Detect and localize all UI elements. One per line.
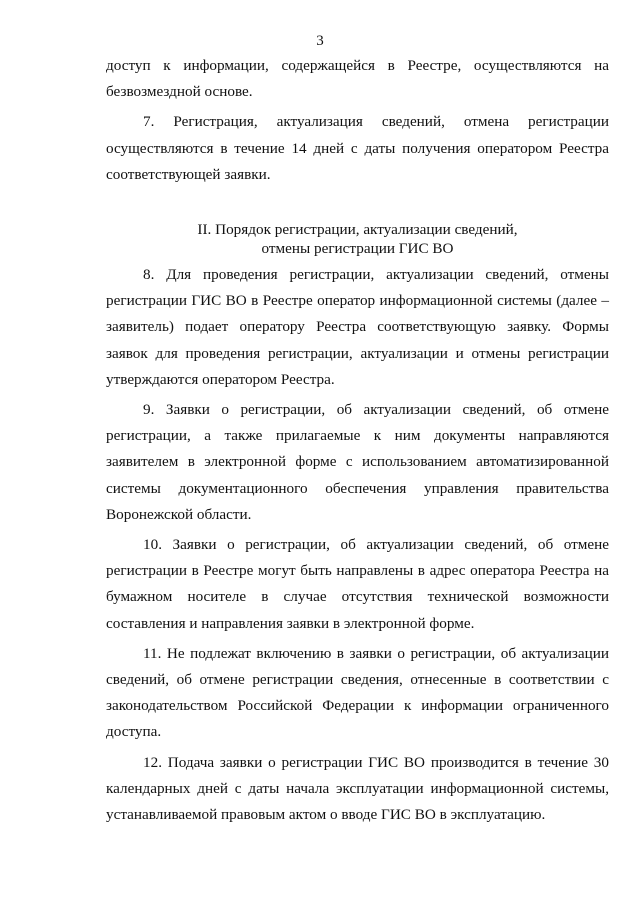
- paragraph-11: 11. Не подлежат включению в заявки о регистрации, об актуализации сведений, об отмене регистрации сведения, отнесенные в соответствии с законодательством Российской Федерации к информации ограниченного доступа.: [106, 644, 609, 741]
- paragraph-10: 10. Заявки о регистрации, об актуализации сведений, об отмене регистрации в Реестре могут быть направлены в адрес оператора Реестра на бумажном носителе в случае отсутствия технической возможности составления и направления заявки в электронной форме.: [106, 536, 609, 632]
- paragraph-7: 7. Регистрация, актуализация сведений, отмена регистрации осуществляются в течение 14 дней с даты получения оператором Реестра соответствующей заявки.: [106, 113, 609, 183]
- section-heading: [106, 221, 609, 258]
- page-number: 3: [316, 33, 324, 49]
- paragraph-continuation: доступ к информации, содержащейся в Реестре, осуществляются на безвозмездной основе.: [106, 57, 609, 101]
- paragraph-12: 12. Подача заявки о регистрации ГИС ВО производится в течение 30 календарных дней с даты начала эксплуатации информационной системы, устанавливаемой правовым актом о вводе ГИС ВО в эксплуатацию.: [106, 753, 609, 824]
- section-heading-line-1: II. Порядок регистрации, актуализации сведений,: [197, 221, 518, 239]
- paragraph-9: 9. Заявки о регистрации, об актуализации сведений, об отмене регистрации, а также прилагаемые к ним документы направляются заявителем в электронной форме с использованием автоматизированной системы документационного обеспечения управления правительства Воронежской области.: [106, 401, 609, 523]
- paragraph-8: 8. Для проведения регистрации, актуализации сведений, отмены регистрации ГИС ВО в Реестре оператор информационной системы (далее – заявитель) подает оператору Реестра соответствующую заявку. Формы заявок для проведения регистрации, актуализации и отмены регистрации утверждаются оператором Реестра.: [106, 266, 609, 388]
- section-heading-line-2: отмены регистрации ГИС ВО: [261, 239, 454, 257]
- document-body: [106, 53, 609, 828]
